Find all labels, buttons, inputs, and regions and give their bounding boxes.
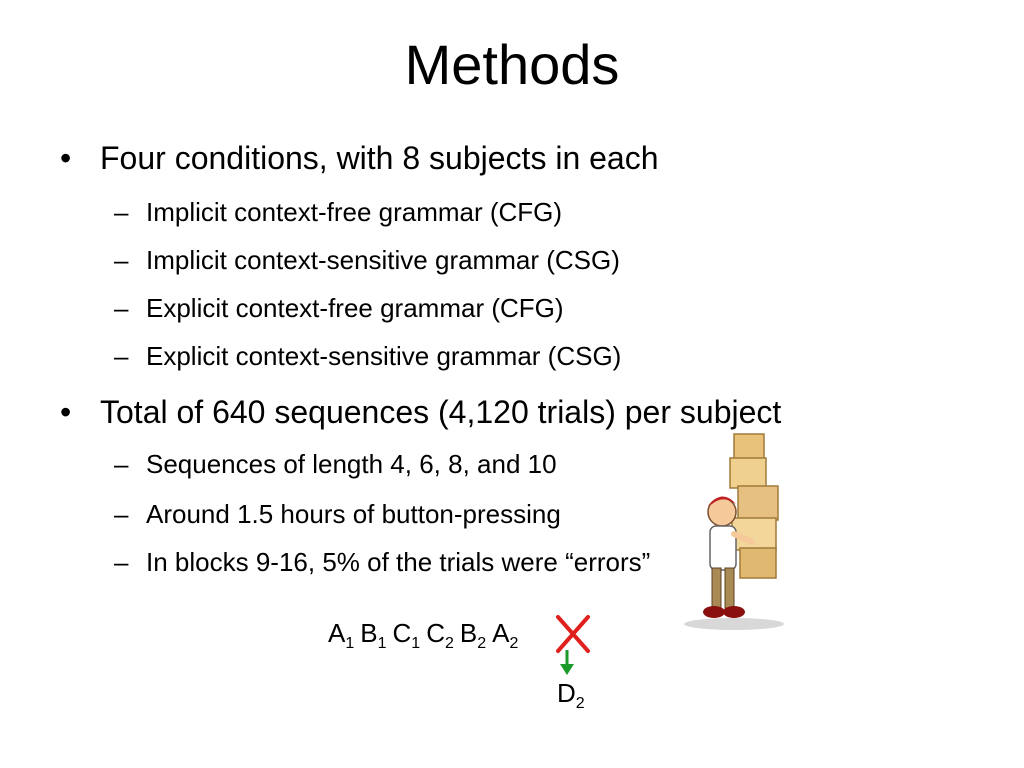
bullet-text: Total of 640 sequences (4,120 trials) per subject	[100, 394, 782, 430]
green-down-arrow-icon	[560, 650, 574, 676]
sub-bullet-text: In blocks 9-16, 5% of the trials were “errors”	[146, 547, 651, 577]
replacement-token	[557, 676, 585, 721]
sub-bullet-text: Implicit context-sensitive grammar (CSG)	[146, 245, 620, 275]
token-letter: A	[492, 618, 510, 648]
token-subscript: 2	[509, 635, 519, 653]
dash-mark: –	[114, 499, 129, 529]
slide-title: Methods	[404, 33, 620, 96]
token-subscript: 2	[575, 695, 585, 713]
sequence	[328, 616, 524, 661]
sub-bullet-text: Explicit context-sensitive grammar (CSG)	[146, 341, 622, 371]
token-subscript: 1	[345, 635, 355, 653]
dash-mark: –	[114, 245, 129, 275]
sub-bullet-text: Implicit context-free grammar (CFG)	[146, 197, 563, 227]
dash-mark: –	[114, 547, 129, 577]
bullet-mark: •	[60, 140, 72, 176]
token-letter: B	[360, 618, 378, 648]
bullet-mark: •	[60, 394, 72, 430]
sub-bullet-text: Explicit context-free grammar (CFG)	[146, 293, 564, 323]
dash-mark: –	[114, 197, 129, 227]
sequence-token-crossed	[492, 616, 518, 661]
sub-bullet-text: Sequences of length 4, 6, 8, and 10	[146, 449, 557, 479]
token-letter: D	[557, 678, 576, 708]
box-carrier-clipart	[672, 432, 792, 632]
dash-mark: –	[114, 449, 129, 479]
sequence-token	[393, 616, 421, 661]
token-letter: A	[328, 618, 346, 648]
token-subscript: 1	[411, 635, 421, 653]
sequence-token	[460, 616, 486, 661]
token-letter: B	[459, 618, 478, 648]
sequence-token	[360, 616, 386, 661]
sub-bullet-text: Around 1.5 hours of button-pressing	[146, 499, 561, 529]
red-x-icon	[555, 614, 591, 654]
token-letter: C	[392, 618, 412, 648]
token-subscript: 2	[477, 635, 487, 653]
sequence-token	[328, 616, 354, 661]
bullet-text: Four conditions, with 8 subjects in each	[100, 140, 659, 176]
token-subscript: 1	[377, 635, 387, 653]
token-subscript: 2	[444, 635, 454, 653]
dash-mark: –	[114, 293, 129, 323]
sequence-token	[426, 616, 454, 661]
token-letter: C	[426, 618, 445, 648]
dash-mark: –	[114, 341, 129, 371]
